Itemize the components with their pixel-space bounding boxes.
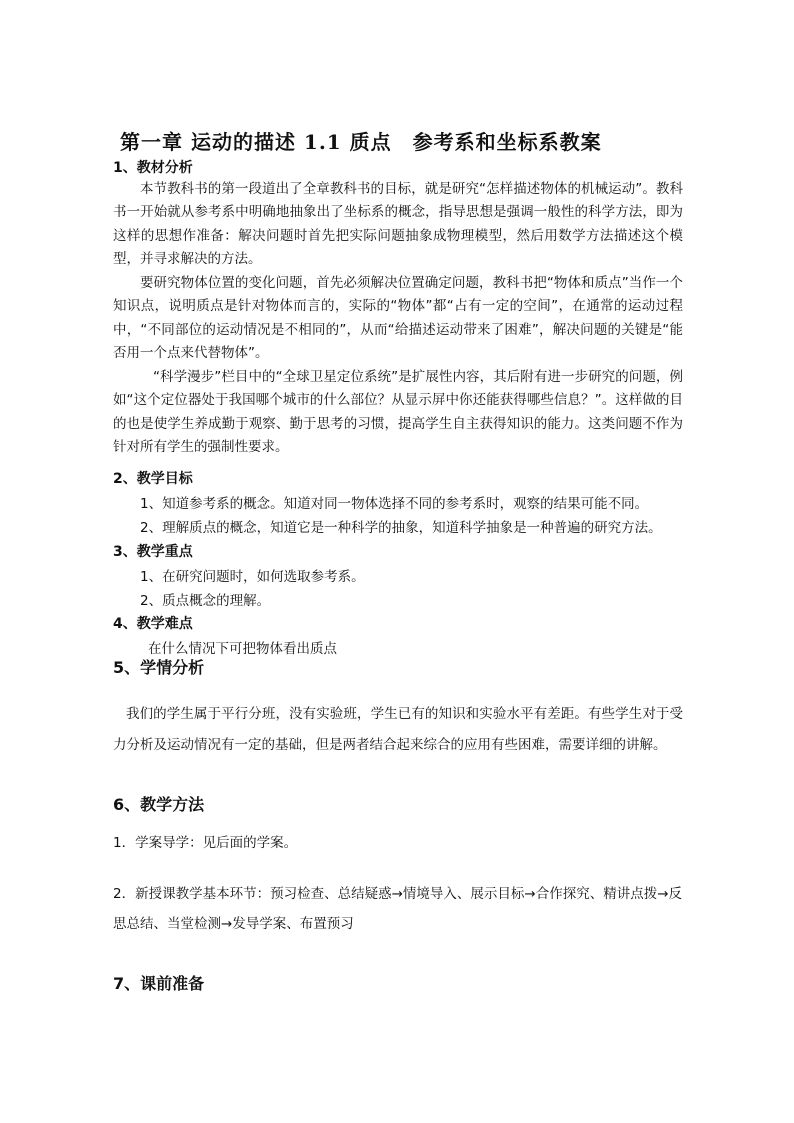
difficulty-text: 在什么情况下可把物体看出质点 [148, 641, 337, 657]
objective-item-2: 2、理解质点的概念，知道它是一种科学的抽象，知道科学抽象是一种普遍的研究方法。 [140, 520, 662, 536]
keypoint-item-1: 1、在研究问题时，如何选取参考系。 [140, 569, 365, 585]
paragraph-2: 要研究物体位置的变化问题，首先必须解决位置确定问题，教科书把“物体和质点”当作一个知识点，说明质点是针对物体而言的，实际的“物体”都“占有一定的空间”，在通常的运动过程中，“不同部位的运动情况是不相同的”，从而“给描述运动带来了困难”，解决问题的关键是“能否用一个点来代替物体”。 [113, 275, 683, 362]
section-heading-4: 4、教学难点 [113, 616, 193, 632]
section-heading-3: 3、教学重点 [113, 544, 193, 560]
paragraph-3: “科学漫步”栏目中的“全球卫星定位系统”是扩展性内容，其后附有进一步研究的问题，例如“这个定位器处于我国哪个城市的什么部位？从显示屏中你还能获得哪些信息？”。这样做的目的也是使学生养成勤于观察、勤于思考的习惯，提高学生自主获得知识的能力。这类问题不作为针对所有学生的强制性要求。 [113, 369, 683, 456]
paragraph-1: 本节教科书的第一段道出了全章教科书的目标，就是研究“怎样描述物体的机械运动”。教科书一开始就从参考系中明确地抽象出了坐标系的概念，指导思想是强调一般性的科学方法，即为这样的思想作准备：解决问题时首先把实际问题抽象成物理模型，然后用数学方法描述这个模型，并寻求解决的方法。 [113, 181, 683, 268]
student-analysis-paragraph: 我们的学生属于平行分班，没有实验班，学生已有的知识和实验水平有差距。有些学生对于受力分析及运动情况有一定的基础，但是两者结合起来综合的应用有些困难，需要详细的讲解。 [113, 706, 683, 753]
keypoint-item-2: 2、质点概念的理解。 [140, 593, 271, 609]
section-heading-2: 2、教学目标 [113, 471, 193, 487]
section-heading-5: 5、学情分析 [113, 658, 205, 677]
objective-item-1: 1、知道参考系的概念。知道对同一物体选择不同的参考系时，观察的结果可能不同。 [140, 496, 649, 512]
page-title: 第一章 运动的描述 1.1 质点 参考系和坐标系教案 [120, 130, 602, 154]
section-heading-6: 6、教学方法 [113, 795, 205, 814]
section-heading-1: 1、教材分析 [113, 160, 193, 176]
method-item-2: 2．新授课教学基本环节：预习检查、总结疑惑→情境导入、展示目标→合作探究、精讲点拨→反思总结、当堂检测→发导学案、布置预习 [113, 886, 683, 932]
method-item-1: 1．学案导学：见后面的学案。 [113, 835, 298, 851]
section-heading-7: 7、课前准备 [113, 974, 205, 993]
